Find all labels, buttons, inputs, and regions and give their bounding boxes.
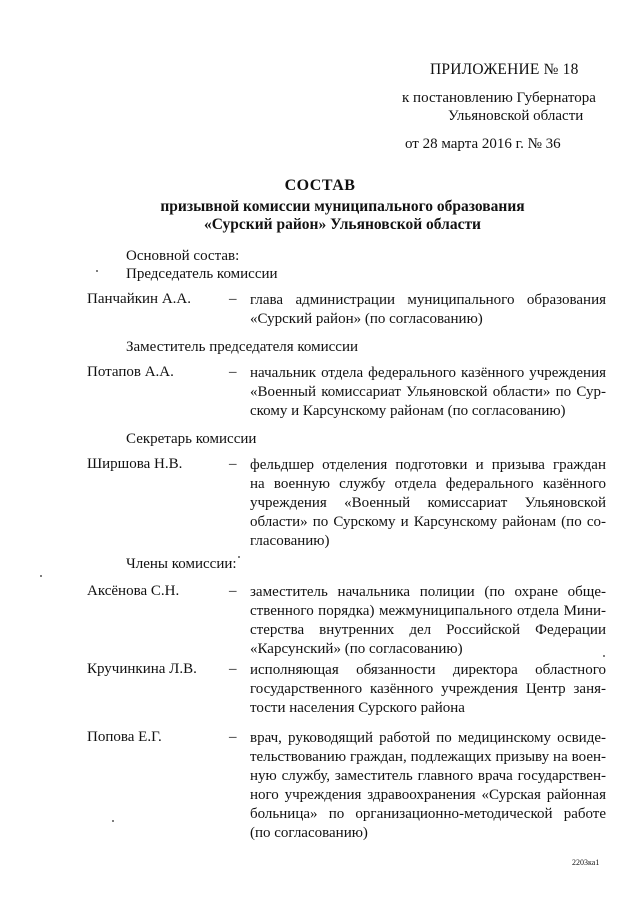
document-code: 2203ка1 xyxy=(572,858,600,867)
scan-speck xyxy=(238,556,240,558)
member-position xyxy=(250,291,606,329)
scan-speck xyxy=(96,270,98,272)
member-name: Потапов А.А. xyxy=(87,364,174,380)
position-line: тельствованию граждан, подлежащих призыву на воен- xyxy=(250,749,606,765)
position-line: скому и Карсунскому районам (по согласованию) xyxy=(250,403,566,419)
position-line: «Сурский район» (по согласованию) xyxy=(250,311,483,327)
dash-separator: – xyxy=(229,729,237,745)
dash-separator: – xyxy=(229,456,237,472)
position-line: ственного порядка) межмуниципального отдела Мини- xyxy=(250,603,606,619)
member-position xyxy=(250,583,606,659)
member-name: Аксёнова С.Н. xyxy=(87,583,180,599)
section-members: Члены комиссии: xyxy=(126,556,237,572)
subtitle-line: призывной комиссии муниципального образования xyxy=(160,198,525,215)
decree-reference: к постановлению Губернатора xyxy=(402,90,596,106)
position-line: «Карсунский» (по согласованию) xyxy=(250,641,463,657)
member-position xyxy=(250,661,606,718)
position-line: стерства внутренних дел Российской Федерации xyxy=(250,622,606,638)
decree-date: от 28 марта 2016 г. № 36 xyxy=(405,136,561,152)
position-line: области» по Сурскому и Карсунскому районам (по со- xyxy=(250,514,606,530)
position-line: учреждения «Военный комиссариат Ульяновской xyxy=(250,495,606,511)
position-line: врач, руководящий работой по медицинскому освиде- xyxy=(250,730,606,746)
decree-region: Ульяновской области xyxy=(448,108,584,124)
dash-separator: – xyxy=(229,661,237,677)
member-position xyxy=(250,456,606,551)
section-main-composition: Основной состав: xyxy=(126,248,240,264)
section-secretary: Секретарь комиссии xyxy=(126,431,257,447)
member-position xyxy=(250,729,606,843)
scan-speck xyxy=(603,655,605,657)
position-line: фельдшер отделения подготовки и призыва граждан xyxy=(250,457,606,473)
scan-speck xyxy=(40,575,42,577)
member-name: Ширшова Н.В. xyxy=(87,456,183,472)
member-name: Попова Е.Г. xyxy=(87,729,162,745)
scan-speck xyxy=(112,820,114,822)
dash-separator: – xyxy=(229,583,237,599)
section-chairman: Председатель комиссии xyxy=(126,266,278,282)
dash-separator: – xyxy=(229,291,237,307)
member-position xyxy=(250,364,606,421)
appendix-number: ПРИЛОЖЕНИЕ № 18 xyxy=(430,61,579,78)
position-line: государственного казённого учреждения Центр заня- xyxy=(250,681,606,697)
subtitle-line: «Сурский район» Ульяновской области xyxy=(204,216,481,233)
position-line: заместитель начальника полиции (по охране обще- xyxy=(250,584,606,600)
position-line: ного учреждения здравоохранения «Сурская районная xyxy=(250,787,606,803)
position-line: «Военный комиссариат Ульяновской области» по Сур- xyxy=(250,384,606,400)
position-line: исполняющая обязанности директора областного xyxy=(250,662,606,678)
section-deputy: Заместитель председателя комиссии xyxy=(126,339,359,355)
position-line: (по согласованию) xyxy=(250,825,368,841)
position-line: гласованию) xyxy=(250,533,330,549)
position-line: начальник отдела федерального казённого учреждения xyxy=(250,365,606,381)
dash-separator: – xyxy=(229,364,237,380)
member-name: Кручинкина Л.В. xyxy=(87,661,197,677)
document-subtitle xyxy=(120,198,565,234)
position-line: больница» по организационно-методической работе xyxy=(250,806,606,822)
position-line: тости населения Сурского района xyxy=(250,700,465,716)
position-line: на военную службу отдела федерального казённого xyxy=(250,476,606,492)
position-line: ную службу, заместитель главного врача государствен- xyxy=(250,768,606,784)
member-name: Панчайкин А.А. xyxy=(87,291,192,307)
document-title: СОСТАВ xyxy=(284,177,356,194)
position-line: глава администрации муниципального образования xyxy=(250,292,606,308)
